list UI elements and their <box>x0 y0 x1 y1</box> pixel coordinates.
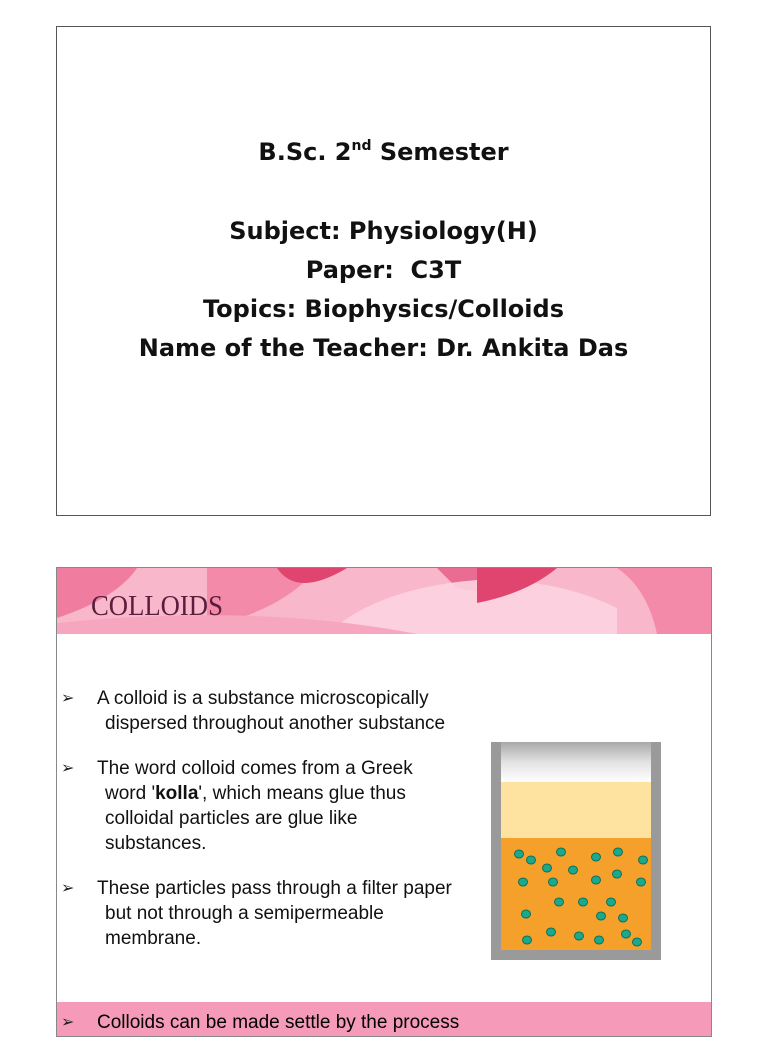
slide-title: COLLOIDS <box>91 590 223 622</box>
subject-line: Subject: Physiology(H) <box>229 217 538 245</box>
bullet-item: ➢ A colloid is a substance microscopically dispersed throughout another substance <box>61 688 446 734</box>
arrow-bullet-icon: ➢ <box>61 760 75 777</box>
bullet-list <box>57 686 497 971</box>
bottom-bullet-band <box>57 1002 712 1037</box>
bullet-item: ➢ The word colloid comes from a Greek word 'kolla', which means glue thus colloidal particles are glue like substances. <box>61 758 413 854</box>
arrow-bullet-icon: ➢ <box>61 880 75 897</box>
semester-line: B.Sc. 2nd Semester <box>258 138 509 166</box>
title-slide-text <box>57 133 710 368</box>
title-slide <box>56 26 711 516</box>
topics-line: Topics: Biophysics/Colloids <box>203 295 564 323</box>
colloids-slide <box>56 567 712 1037</box>
arrow-bullet-icon: ➢ <box>61 1014 75 1031</box>
teacher-line: Name of the Teacher: Dr. Ankita Das <box>138 334 629 362</box>
bullet-item: ➢ Colloids can be made settle by the process <box>61 1012 460 1033</box>
paper-line: Paper: C3T <box>305 256 462 284</box>
bullet-item: ➢ These particles pass through a filter paper but not through a semipermeable membrane. <box>61 878 452 949</box>
colloid-beaker-illustration <box>491 742 661 960</box>
arrow-bullet-icon: ➢ <box>61 690 75 707</box>
